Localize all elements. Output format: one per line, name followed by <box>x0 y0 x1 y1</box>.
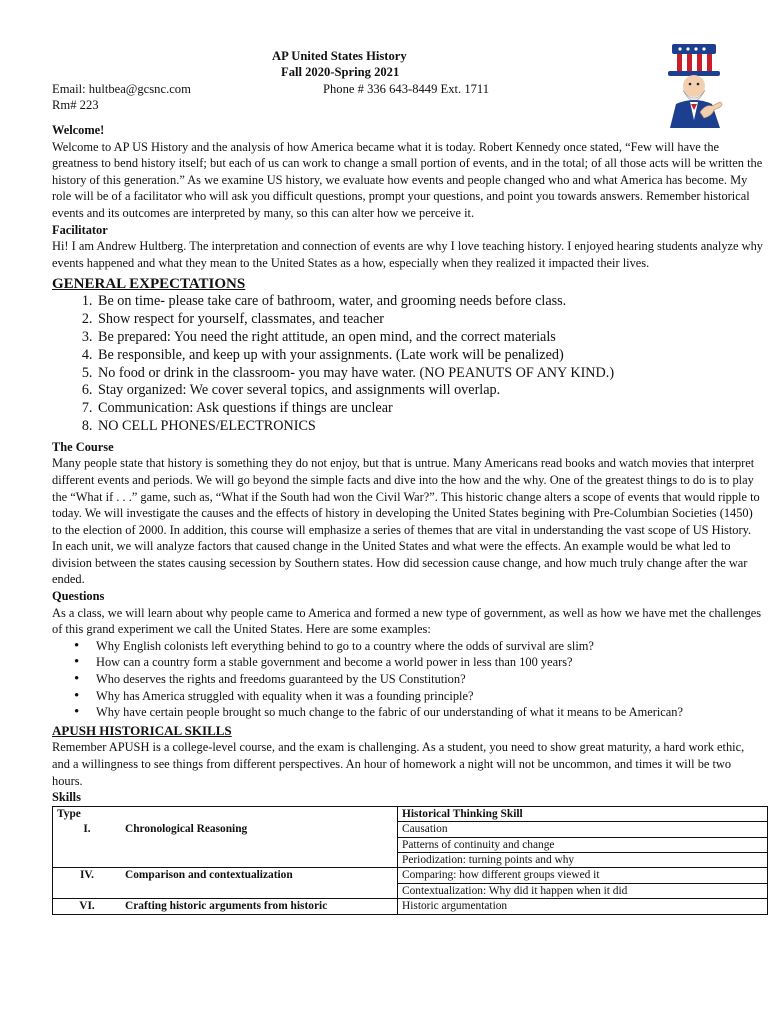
semester-label: Fall 2020-Spring 2021 <box>281 65 400 79</box>
skill-column-header: Historical Thinking Skill <box>398 806 768 821</box>
course-paragraph: Many people state that history is something they do not enjoy, but that is untrue. Many Americans read books and watch movies that interpret different events and periods. We will go beyond the simple facts and dive into the how and the why. One of the greatest things to do is to play the “What if . . .” game, such as, “What if the South had won the Civil War?”. This historic change alters a scope of events that would ripple to today. We will investigate the causes and the effects of history in developing the United States begining with Pre-Columbian Societies (1450) to the election of 2000. In addition, this course will emphasize a series of themes that are vital in understanding the vast scope of US History. In each unit, we will analyze factors that caused change in the United States and what were the effects. An example would be what led to division between the states causing secession by Southern states. How did secession cause change, and how much truly change after the war ended. <box>52 456 760 587</box>
expectation-item: 1. Be on time- please take care of bathroom, water, and grooming needs before class. <box>96 293 764 311</box>
question-item: • How can a country form a stable government and become a world power in less than 100 years? <box>96 654 764 671</box>
skill-cell: Periodization: turning points and why <box>398 853 768 868</box>
phone-text: Phone # 336 643-8449 Ext. 1711 <box>323 82 490 96</box>
expectations-heading: GENERAL EXPECTATIONS <box>52 276 246 293</box>
questions-paragraph: As a class, we will learn about why people came to America and formed a new type of government, as well as how we have met the challenges of this grand experiment we call the United States. Here are some examples: <box>52 605 762 637</box>
expectation-item: 4. Be responsible, and keep up with your assignments. (Late work will be penalized) <box>96 347 764 365</box>
uncle-sam-icon <box>660 40 732 128</box>
table-cell <box>53 837 122 852</box>
questions-list <box>52 638 764 721</box>
table-row <box>53 853 768 868</box>
skills-subheading: Skills <box>52 790 81 805</box>
skill-cell: Causation <box>398 822 768 837</box>
table-header-row <box>53 806 768 821</box>
email-text: Email: hultbea@gcsnc.com <box>52 82 191 96</box>
table-cell <box>121 853 398 868</box>
question-item: • Why English colonists left everything behind to go to a country where the odds of survival are slim? <box>96 638 764 655</box>
skill-cell: Contextualization: Why did it happen when it did <box>398 883 768 898</box>
table-cell <box>53 883 122 898</box>
table-cell <box>121 837 398 852</box>
course-title: AP United States History <box>272 49 407 63</box>
expectation-item: 8. NO CELL PHONES/ELECTRONICS <box>96 418 764 436</box>
welcome-paragraph: Welcome to AP US History and the analysis of how America became what it is today. Robert Kennedy once stated, “Few will have the greatness to bend history itself; but each of us can work to change a small portion of events, and in the total; of all those acts will be written the history of this generation.” As we examine US history, we evaluate how events and people changed who and what America has become. My role will be of a facilitator who will ask you difficult questions, prompt your questions, and point you towards answers. Remember historical events and its outcomes are interpreted by many, so this can alter how we perceive it. <box>52 139 763 220</box>
table-row <box>53 899 768 914</box>
questions-heading: Questions <box>52 589 105 604</box>
course-heading: The Course <box>52 439 114 454</box>
expectations-list <box>52 293 764 435</box>
skill-type-number: VI. <box>53 899 122 914</box>
expectation-item: 6. Stay organized: We cover several topics, and assignments will overlap. <box>96 382 764 400</box>
skills-section-heading: APUSH HISTORICAL SKILLS <box>52 722 232 738</box>
table-cell <box>121 883 398 898</box>
skill-cell: Historic argumentation <box>398 899 768 914</box>
question-item: • Who deserves the rights and freedoms guaranteed by the US Constitution? <box>96 671 764 688</box>
facilitator-paragraph: Hi! I am Andrew Hultberg. The interpretation and connection of events are why I love teaching history. I enjoyed hearing students analyze why events happened and what they mean to the United States as a how, especially when they realized it impacted their lives. <box>52 239 763 270</box>
welcome-heading: Welcome! <box>52 123 105 137</box>
expectation-item: 2. Show respect for yourself, classmates, and teacher <box>96 311 764 329</box>
expectation-item: 5. No food or drink in the classroom- you may have water. (NO PEANUTS OF ANY KIND.) <box>96 365 764 383</box>
table-row <box>53 868 768 883</box>
room-text: Rm# 223 <box>52 98 99 112</box>
table-cell <box>121 806 398 821</box>
expectation-item: 3. Be prepared: You need the right attitude, an open mind, and the correct materials <box>96 329 764 347</box>
facilitator-heading: Facilitator <box>52 222 108 237</box>
skills-table <box>52 806 768 915</box>
table-row <box>53 822 768 837</box>
table-row <box>53 883 768 898</box>
skill-type-name: Chronological Reasoning <box>125 822 248 835</box>
skill-type-name: Comparison and contextualization <box>121 868 398 883</box>
skill-cell: Comparing: how different groups viewed it <box>398 868 768 883</box>
skills-paragraph: Remember APUSH is a college-level course, and the exam is challenging. As a student, you need to show great maturity, a hard work ethic, and a willingness to see things from different perspectives. An hour of homework a night will not be uncommon, and times it will be two hours. <box>52 740 745 788</box>
table-row <box>53 837 768 852</box>
skill-cell: Patterns of continuity and change <box>398 837 768 852</box>
skill-type-number: IV. <box>53 868 122 883</box>
question-item: • Why has America struggled with equality when it was a founding principle? <box>96 688 764 705</box>
question-item: • Why have certain people brought so much change to the fabric of our understanding of what it means to be American? <box>96 704 764 721</box>
skill-type-number: I. <box>53 822 122 837</box>
table-cell <box>53 853 122 868</box>
expectation-item: 7. Communication: Ask questions if things are unclear <box>96 400 764 418</box>
type-column-header: Type <box>53 806 122 821</box>
skill-type-name: Crafting historic arguments from historic <box>121 899 398 914</box>
syllabus-body <box>52 122 764 915</box>
